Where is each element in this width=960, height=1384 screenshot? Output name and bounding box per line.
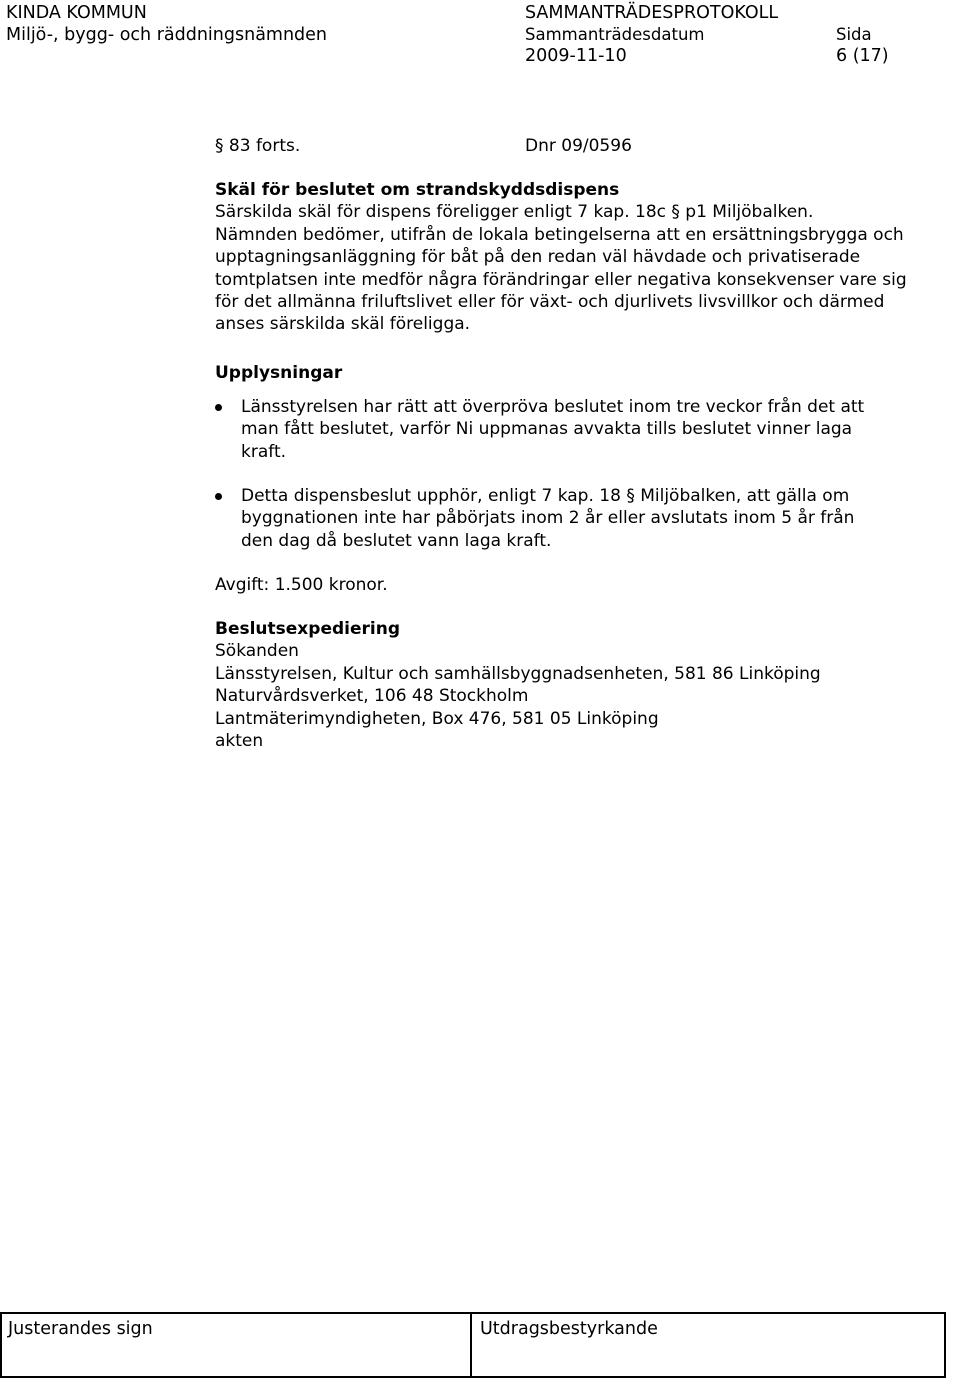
document-type: SAMMANTRÄDESPROTOKOLL xyxy=(525,3,779,23)
signature-divider xyxy=(470,1314,472,1376)
reasons-line: anses särskilda skäl föreligga. xyxy=(215,314,471,335)
bullet-line: man fått beslutet, varför Ni uppmanas avvakta tills beslutet vinner laga xyxy=(241,419,853,440)
page-number: 6 (17) xyxy=(836,46,889,66)
committee-name: Miljö-, bygg- och räddningsnämnden xyxy=(6,25,328,45)
bullet-line: Detta dispensbeslut upphör, enligt 7 kap. 18 § Miljöbalken, att gälla om xyxy=(241,486,850,506)
bullet-line: byggnationen inte har påbörjats inom 2 år eller avslutats inom 5 år från xyxy=(241,508,855,529)
reasons-heading: Skäl för beslutet om strandskyddsdispens xyxy=(215,180,620,200)
reasons-line: Särskilda skäl för dispens föreligger enligt 7 kap. 18c § p1 Miljöbalken. xyxy=(215,202,814,223)
bullet-dot-icon xyxy=(215,404,222,411)
bullet-line: den dag då beslutet vann laga kraft. xyxy=(241,530,552,551)
dispatch-recipient: Lantmäterimyndigheten, Box 476, 581 05 Linköping xyxy=(215,708,659,729)
dispatch-heading: Beslutsexpediering xyxy=(215,619,400,639)
org-name: KINDA KOMMUN xyxy=(6,3,147,23)
reasons-line: för det allmänna friluftslivet eller för växt- och djurlivets livsvillkor och därmed xyxy=(215,291,885,312)
fee: Avgift: 1.500 kronor. xyxy=(215,575,388,595)
reasons-section xyxy=(215,179,955,336)
reasons-line: tomtplatsen inte medför några förändringar eller negativa konsekvenser vare sig xyxy=(215,269,907,290)
dispatch-recipient: Länsstyrelsen, Kultur och samhällsbyggnadsenheten, 581 86 Linköping xyxy=(215,663,821,684)
bullet-line: Länsstyrelsen har rätt att överpröva beslutet inom tre veckor från det att xyxy=(241,397,865,417)
page-label: Sida xyxy=(836,25,872,44)
reasons-line: Nämnden bedömer, utifrån de lokala betingelserna att en ersättningsbrygga och xyxy=(215,224,904,245)
reasons-line: upptagningsanläggning för båt på den redan väl hävdade och privatiserade xyxy=(215,247,861,268)
section-paragraph: § 83 forts. xyxy=(215,136,301,156)
signature-box xyxy=(0,1312,946,1378)
dispatch-recipient: Naturvårdsverket, 106 48 Stockholm xyxy=(215,686,529,707)
meeting-date: 2009-11-10 xyxy=(525,46,627,66)
bullet-dot-icon xyxy=(215,493,222,500)
extract-label: Utdragsbestyrkande xyxy=(480,1319,658,1339)
date-label: Sammanträdesdatum xyxy=(525,25,705,44)
info-heading: Upplysningar xyxy=(215,363,343,383)
diary-number: Dnr 09/0596 xyxy=(525,136,632,156)
bullet-line: kraft. xyxy=(241,441,287,462)
dispatch-recipient: Sökanden xyxy=(215,641,299,662)
sign-label: Justerandes sign xyxy=(8,1319,153,1339)
dispatch-section xyxy=(215,618,955,752)
dispatch-recipient: akten xyxy=(215,730,264,751)
